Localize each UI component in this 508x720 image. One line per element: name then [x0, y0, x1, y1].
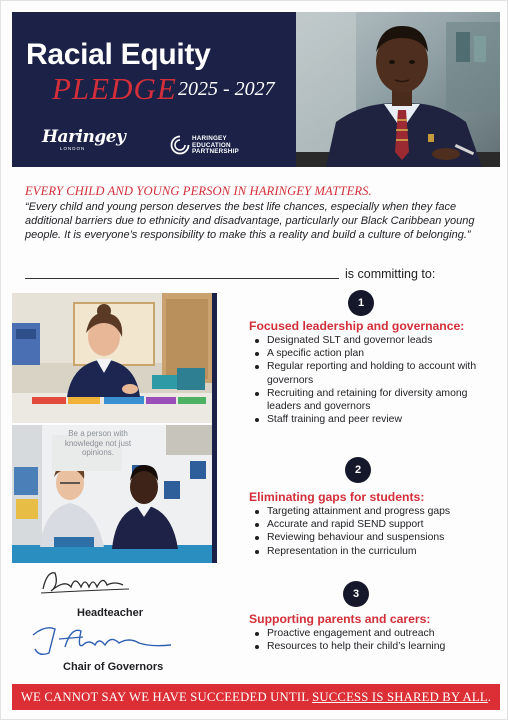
- header-banner: [12, 12, 500, 167]
- haringey-education-partnership-logo: [170, 134, 290, 156]
- list-item: Recruiting and retaining for diversity among leaders and governors: [250, 387, 488, 413]
- list-item: Targeting attainment and progress gaps: [250, 505, 488, 518]
- haringey-logo: Haringey: [42, 127, 126, 147]
- section-number-badge: 3: [343, 581, 369, 607]
- pledge-years: 2025 - 2027: [178, 78, 275, 100]
- list-item: Designated SLT and governor leads: [250, 334, 488, 347]
- photo-edge-stripe: [212, 293, 217, 563]
- committing-label: is committing to:: [345, 267, 436, 281]
- hep-logo-text: [192, 136, 239, 156]
- list-item: Regular reporting and holding to account with governors: [250, 360, 488, 386]
- tagline: EVERY CHILD AND YOUNG PERSON IN HARINGEY MATTERS.: [25, 184, 372, 198]
- section-bullet-list: [250, 627, 488, 653]
- section-bullet-list: [250, 505, 488, 558]
- hep-line-1: HARINGEY: [192, 135, 227, 142]
- list-item: Accurate and rapid SEND support: [250, 518, 488, 531]
- pledge-quote: “Every child and young person deserves the best life chances, especially when they face additional barriers due to ethnicity and disadvantage, particularly our Black Caribbean young people. It is everyone’s responsibility to make this a reality and build a culture of belonging.”: [25, 201, 475, 242]
- section-number-badge: 2: [345, 457, 371, 483]
- section-title: Supporting parents and carers:: [249, 612, 431, 626]
- hep-line-2: EDUCATION: [192, 141, 231, 149]
- section-title: Focused leadership and governance:: [249, 319, 465, 333]
- pledge-word: PLEDGE: [52, 71, 177, 106]
- classroom-poster-text: Be a person with knowledge not just opinions.: [64, 429, 132, 457]
- list-item: Representation in the curriculum: [250, 545, 488, 558]
- chair-of-governors-signature: [25, 619, 175, 661]
- student-photo: [296, 12, 500, 167]
- footer-text-underlined: SUCCESS IS SHARED BY ALL: [312, 690, 488, 704]
- school-name-blank-line: [25, 278, 339, 279]
- footer-text-end: .: [487, 690, 492, 704]
- list-item: Resources to help their child’s learning: [250, 640, 488, 653]
- list-item: Staff training and peer review: [250, 413, 488, 426]
- headteacher-label: Headteacher: [77, 607, 144, 619]
- section-number-badge: 1: [348, 290, 374, 316]
- footer-slogan: [21, 690, 491, 704]
- section-title: Eliminating gaps for students:: [249, 490, 425, 504]
- list-item: Reviewing behaviour and suspensions: [250, 531, 488, 544]
- list-item: A specific action plan: [250, 347, 488, 360]
- hep-mark-icon: [170, 135, 190, 155]
- section-bullet-list: [250, 334, 488, 426]
- poster-title: Racial Equity: [26, 38, 211, 71]
- footer-banner: [12, 684, 500, 710]
- footer-text-start: WE CANNOT SAY WE HAVE SUCCEEDED UNTIL: [20, 690, 313, 704]
- haringey-logo-subtitle: LONDON: [60, 146, 86, 151]
- list-item: Proactive engagement and outreach: [250, 627, 488, 640]
- chair-of-governors-label: Chair of Governors: [63, 661, 164, 673]
- hep-line-3: PARTNERSHIP: [192, 148, 239, 156]
- classroom-photo-teacher: [12, 425, 212, 563]
- headteacher-signature: [37, 561, 137, 599]
- classroom-photo-girl: [12, 293, 212, 423]
